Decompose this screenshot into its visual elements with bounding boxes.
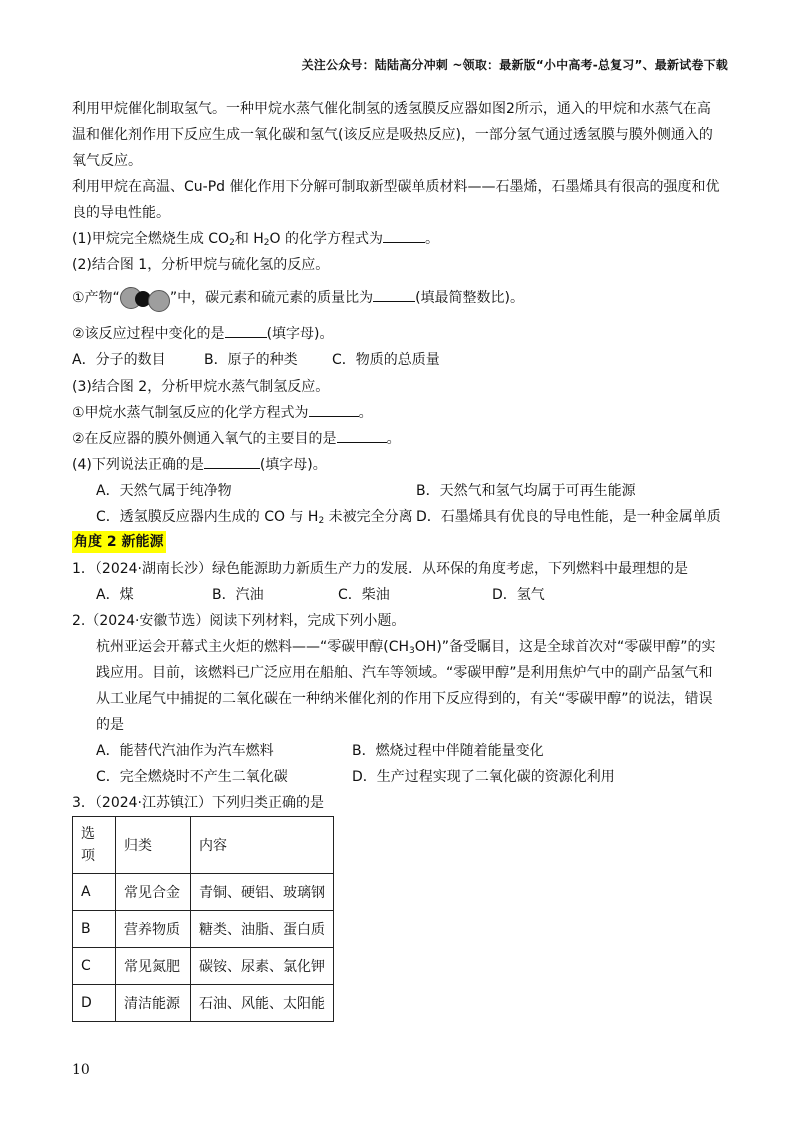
table-cell: 常见氮肥 — [116, 948, 191, 985]
table-cell: 营养物质 — [116, 911, 191, 948]
table-row — [73, 874, 334, 911]
exercise-2-stem: 2.（2024·安徽节选）阅读下列材料，完成下列小题。 — [72, 613, 406, 629]
table-header-cell: 归类 — [116, 817, 191, 874]
answer-blank[interactable] — [373, 287, 415, 302]
answer-blank[interactable] — [337, 428, 387, 443]
table-header-cell: 内容 — [191, 817, 334, 874]
question-3-part-1: ①甲烷水蒸气制氢反应的化学方程式为 。 — [72, 401, 732, 425]
intro-line: 利用甲烷催化制取氢气。一种甲烷水蒸气催化制氢的透氢膜反应器如图2所示，通入的甲烷和水蒸气在高 — [72, 101, 711, 117]
option-b[interactable]: B．原子的种类 — [204, 352, 298, 368]
section-heading-angle-2: 角度 2 新能源 — [72, 531, 166, 553]
question-3-part-2: ②在反应器的膜外侧通入氧气的主要目的是 。 — [72, 427, 732, 451]
table-row — [73, 911, 334, 948]
option-c[interactable]: C．柴油 — [338, 587, 390, 603]
option-b[interactable]: B．汽油 — [212, 587, 264, 603]
intro-line: 良的导电性能。 — [72, 205, 170, 221]
option-b[interactable]: B．天然气和氢气均属于可再生能源 — [416, 483, 636, 499]
option-d[interactable]: D．石墨烯具有优良的导电性能，是一种金属单质 — [416, 509, 721, 525]
table-cell: 清洁能源 — [116, 985, 191, 1022]
question-4: (4)下列说法正确的是 (填字母)。 — [72, 453, 732, 477]
material-line: 的是 — [96, 717, 124, 733]
table-cell: B — [73, 911, 116, 948]
question-2-part-2: ②该反应过程中变化的是 (填字母)。 — [72, 322, 732, 346]
option-d[interactable]: D．氢气 — [492, 587, 545, 603]
option-c[interactable]: C．透氢膜反应器内生成的 CO 与 $H_2$ 未被完全分离 — [96, 509, 413, 526]
table-row — [73, 948, 334, 985]
table-cell: D — [73, 985, 116, 1022]
page-number: 10 — [72, 1062, 90, 1078]
table-cell: 糖类、油脂、蛋白质 — [191, 911, 334, 948]
question-3-title: (3)结合图 2，分析甲烷水蒸气制氢反应。 — [72, 379, 330, 395]
exercise-3-stem: 3．（2024·江苏镇江）下列归类正确的是 — [72, 795, 324, 811]
material-line: 践应用。目前，该燃料已广泛应用在船舶、汽车等领域。“零碳甲醇”是利用焦炉气中的副产品氢气和 — [96, 665, 713, 681]
page-header: 关注公众号：陆陆高分冲刺 ~领取：最新版“小中高考-总复习”、最新试卷下载 — [301, 58, 728, 72]
answer-blank[interactable] — [309, 402, 359, 417]
table-header-cell: 选项 — [73, 817, 116, 874]
material-line: 杭州亚运会开幕式主火炬的燃料——“零碳甲醇$(CH_3OH)$”备受瞩目，这是全球首次对“零碳甲醇”的实 — [96, 639, 716, 656]
option-c[interactable]: C．完全燃烧时不产生二氧化碳 — [96, 769, 288, 785]
option-b[interactable]: B．燃烧过程中伴随着能量变化 — [352, 743, 544, 759]
option-a[interactable]: A．天然气属于纯净物 — [96, 483, 232, 499]
table-header-row — [73, 817, 334, 874]
exercise-1-stem: 1．（2024·湖南长沙）绿色能源助力新质生产力的发展．从环保的角度考虑，下列燃料中最理想的是 — [72, 561, 688, 577]
table-cell: A — [73, 874, 116, 911]
table-cell: 石油、风能、太阳能 — [191, 985, 334, 1022]
sulfur-atom — [148, 290, 170, 312]
option-a[interactable]: A．能替代汽油作为汽车燃料 — [96, 743, 274, 759]
answer-blank[interactable] — [383, 228, 425, 243]
table-cell: 碳铵、尿素、氯化钾 — [191, 948, 334, 985]
material-line: 从工业尾气中捕捉的二氧化碳在一种纳米催化剂的作用下反应得到的，有关“零碳甲醇”的说法，错误 — [96, 691, 713, 707]
option-d[interactable]: D．生产过程实现了二氧化碳的资源化利用 — [352, 769, 615, 785]
option-a[interactable]: A．煤 — [96, 587, 134, 603]
answer-blank[interactable] — [204, 454, 260, 469]
table-cell: 青铜、硬铝、玻璃钢 — [191, 874, 334, 911]
option-c[interactable]: C．物质的总质量 — [332, 352, 440, 368]
classification-table — [72, 816, 334, 1022]
intro-line: 氧气反应。 — [72, 153, 142, 169]
answer-blank[interactable] — [225, 323, 267, 338]
question-1: (1)甲烷完全燃烧生成 $CO_2$和 $H_2O$ 的化学方程式为 。 — [72, 227, 732, 251]
question-2-title: (2)结合图 1，分析甲烷与硫化氢的反应。 — [72, 257, 330, 273]
intro-line: 利用甲烷在高温、Cu-Pd 催化作用下分解可制取新型碳单质材料——石墨烯，石墨烯具有很高的强度和优 — [72, 179, 720, 195]
table-cell: C — [73, 948, 116, 985]
question-2-part-1: ①产物“ ”中，碳元素和硫元素的质量比为 (填最简整数比)。 — [72, 286, 732, 310]
intro-line: 温和催化剂作用下反应生成一氧化碳和氢气(该反应是吸热反应)，一部分氢气通过透氢膜与膜外侧通入的 — [72, 127, 713, 143]
table-row — [73, 985, 334, 1022]
option-a[interactable]: A．分子的数目 — [72, 352, 166, 368]
table-cell: 常见合金 — [116, 874, 191, 911]
molecule-cs2-icon — [120, 287, 170, 309]
